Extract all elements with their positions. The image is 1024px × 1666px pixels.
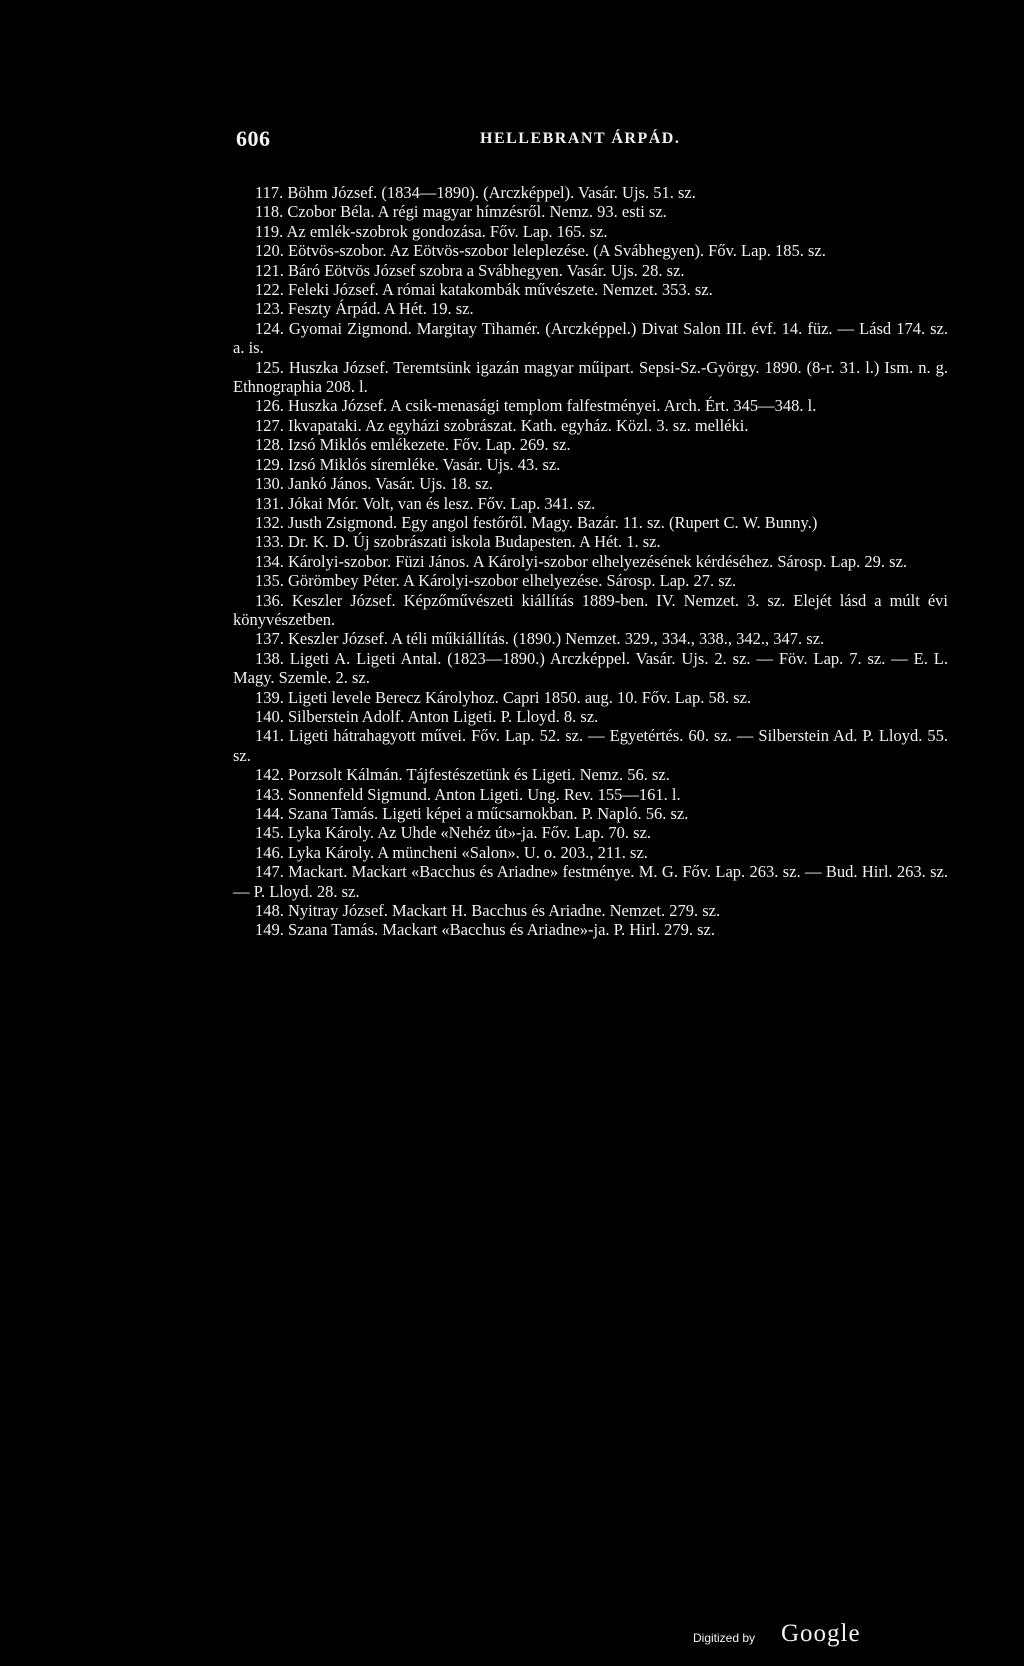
entry-145: 145. Lyka Károly. Az Uhde «Nehéz út»-ja. Főv. Lap. 70. sz. [255, 823, 652, 843]
entry-125: 125. Huszka József. Teremtsünk igazán magyar műipart. Sepsi-Sz.-György. 1890. (8-r. 31. l.) Ism. n. g. Ethnographia 208. l. [233, 357, 948, 397]
entry-148: 148. Nyitray József. Mackart H. Bacchus és Ariadne. Nemzet. 279. sz. [255, 901, 721, 921]
digitized-by-label: Digitized by [693, 1631, 756, 1645]
entry-139: 139. Ligeti levele Berecz Károlyhoz. Capri 1850. aug. 10. Főv. Lap. 58. sz. [255, 687, 752, 707]
entry-147: 147. Mackart. Mackart «Bacchus és Ariadne» festménye. M. G. Főv. Lap. 263. sz. — Bud. Hirl. 263. sz. — P. Lloyd. 28. sz. [233, 862, 948, 901]
entry-124: 124. Gyomai Zigmond. Margitay Tihamér. (Arczképpel.) Divat Salon III. évf. 14. füz. — Lásd 174. sz. a. is. [233, 318, 948, 358]
entry-129: 129. Izsó Miklós síremléke. Vasár. Ujs. 43. sz. [255, 454, 561, 474]
entry-120: 120. Eötvös-szobor. Az Eötvös-szobor leleplezése. (A Svábhegyen). Főv. Lap. 185. sz. [255, 241, 826, 261]
entry-130: 130. Jankó János. Vasár. Ujs. 18. sz. [255, 474, 494, 494]
page-header [0, 126, 1024, 156]
entry-138: 138. Ligeti A. Ligeti Antal. (1823—1890.) Arczképpel. Vasár. Ujs. 2. sz. — Föv. Lap. 7. sz. — E. L. Magy. Szemle. 2. sz. [233, 648, 948, 688]
entry-123: 123. Feszty Árpád. A Hét. 19. sz. [255, 299, 474, 319]
entry-117: 117. Böhm József. (1834—1890). (Arczképpel). Vasár. Ujs. 51. sz. [255, 183, 696, 202]
entry-141: 141. Ligeti hátrahagyott művei. Főv. Lap. 52. sz. — Egyetértés. 60. sz. — Silberstein Ad. P. Lloyd. 55. sz. [233, 726, 948, 765]
running-head: HELLEBRANT ÁRPÁD. [480, 130, 681, 147]
entry-131: 131. Jókai Mór. Volt, van és lesz. Főv. Lap. 341. sz. [255, 493, 596, 513]
entry-144: 144. Szana Tamás. Ligeti képei a műcsarnokban. P. Napló. 56. sz. [255, 804, 689, 823]
entry-137: 137. Keszler József. A téli műkiállítás. (1890.) Nemzet. 329., 334., 338., 342., 347. sz. [255, 629, 825, 649]
entry-121: 121. Báró Eötvös József szobra a Svábhegyen. Vasár. Ujs. 28. sz. [255, 260, 685, 280]
entry-142: 142. Porzsolt Kálmán. Tájfestészetünk és Ligeti. Nemz. 56. sz. [255, 765, 670, 785]
page-number: 606 [236, 126, 271, 151]
entry-135: 135. Görömbey Péter. A Károlyi-szobor elhelyezése. Sárosp. Lap. 27. sz. [255, 571, 737, 591]
entry-126: 126. Huszka József. A csik-menasági templom falfestményei. Arch. Ért. 345—348. l. [255, 396, 817, 416]
entry-146: 146. Lyka Károly. A müncheni «Salon». U. o. 203., 211. sz. [255, 842, 648, 862]
entry-119: 119. Az emlék-szobrok gondozása. Főv. Lap. 165. sz. [255, 221, 608, 241]
entry-118: 118. Czobor Béla. A régi magyar hímzésről. Nemz. 93. esti sz. [255, 202, 667, 222]
entry-122: 122. Feleki József. A római katakombák művészete. Nemzet. 353. sz. [255, 280, 713, 300]
entry-136: 136. Keszler József. Képzőművészeti kiállítás 1889-ben. IV. Nemzet. 3. sz. Elejét lásd a múlt évi könyvészetben. [233, 590, 948, 629]
entry-143: 143. Sonnenfeld Sigmund. Anton Ligeti. Ung. Rev. 155—161. l. [255, 784, 681, 804]
entry-133: 133. Dr. K. D. Új szobrászati iskola Budapesten. A Hét. 1. sz. [255, 532, 661, 552]
bibliography-list [233, 183, 948, 940]
entry-128: 128. Izsó Miklós emlékezete. Főv. Lap. 269. sz. [255, 435, 571, 455]
entry-140: 140. Silberstein Adolf. Anton Ligeti. P. Lloyd. 8. sz. [255, 706, 599, 726]
google-logo: Google [781, 1620, 861, 1647]
entry-127: 127. Ikvapataki. Az egyházi szobrászat. Kath. egyház. Közl. 3. sz. melléki. [255, 415, 749, 435]
entry-132: 132. Justh Zsigmond. Egy angol festőről. Magy. Bazár. 11. sz. (Rupert C. W. Bunny.) [255, 512, 818, 532]
entry-149: 149. Szana Tamás. Mackart «Bacchus és Ariadne»-ja. P. Hirl. 279. sz. [255, 920, 715, 940]
entry-134: 134. Károlyi-szobor. Füzi János. A Károlyi-szobor elhelyezésének kérdéséhez. Sárosp. Lap. 29. sz. [255, 551, 908, 571]
